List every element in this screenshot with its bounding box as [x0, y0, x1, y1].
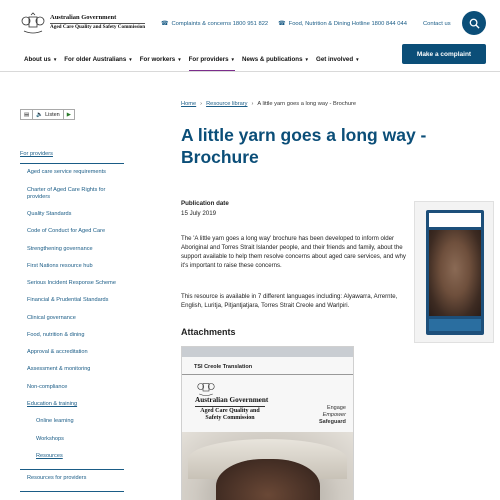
translation-label: TSI Creole Translation	[194, 364, 253, 370]
page-title: A little yarn goes a long way - Brochure	[181, 125, 427, 168]
chevron-down-icon: ▼	[304, 57, 309, 62]
sidebar-item[interactable]: Aged care service requirements	[27, 169, 106, 176]
sidebar-divider	[20, 491, 124, 492]
nav-label: About us	[24, 56, 51, 63]
chevron-down-icon: ▼	[52, 57, 58, 62]
header-divider	[0, 71, 500, 72]
utility-links	[161, 20, 451, 27]
nav-label: For providers	[188, 56, 229, 63]
chevron-right-icon: ›	[251, 101, 254, 107]
sidebar-subitem-current[interactable]: Resources	[36, 452, 63, 459]
food-hotline-link[interactable]	[278, 20, 407, 27]
breadcrumb	[181, 101, 356, 107]
sidebar-subitem[interactable]: Workshops	[36, 435, 64, 442]
tagline-safeguard: Safeguard	[319, 418, 346, 425]
nav-label: For workers	[139, 56, 176, 63]
sidebar-item[interactable]: Assessment & monitoring	[27, 366, 91, 373]
sidebar-nav	[20, 146, 124, 492]
contact-link-label: Contact us	[422, 20, 451, 27]
nav-label: News & publications	[242, 56, 303, 63]
cover-caption-band	[429, 319, 481, 331]
preview-divider	[182, 374, 353, 375]
nav-for-providers[interactable]	[189, 56, 235, 63]
food-hotline-label: Food, Nutrition & Dining Hotline 1800 844 044	[288, 20, 407, 27]
breadcrumb-current: A little yarn goes a long way - Brochure	[257, 101, 357, 107]
preview-tagline	[319, 405, 346, 426]
sidebar-item[interactable]: Serious Incident Response Scheme	[27, 280, 116, 287]
listen-menu-button[interactable]	[21, 110, 33, 119]
nav-about-us[interactable]	[24, 56, 57, 63]
cover-header-strip	[429, 213, 481, 227]
sidebar-item-education-training[interactable]: Education & training	[27, 400, 78, 407]
coat-of-arms-icon	[195, 379, 217, 397]
sidebar-item[interactable]: Code of Conduct for Aged Care	[27, 228, 106, 235]
sidebar-item[interactable]: Quality Standards	[27, 211, 72, 218]
sidebar-item[interactable]: Approval & accreditation	[27, 349, 88, 356]
cover-photo	[429, 230, 481, 316]
languages-paragraph: This resource is available in 7 different languages including: Alyawarra, Arrernte, English, Luritja, Pitjantjatjara, Torres Strait Creole and Warlpiri.	[181, 293, 398, 310]
commission-logo[interactable]	[20, 12, 145, 36]
sidebar-subitem[interactable]: Online learning	[36, 418, 74, 425]
listen-widget	[20, 109, 75, 120]
nav-for-older-australians[interactable]	[64, 56, 132, 63]
listen-label: Listen	[45, 111, 60, 118]
make-complaint-button[interactable]: Make a complaint	[402, 44, 486, 64]
coat-of-arms-icon	[20, 12, 46, 36]
search-icon	[469, 18, 480, 29]
chevron-right-icon: ›	[200, 101, 203, 107]
sidebar-item[interactable]: Clinical governance	[27, 314, 76, 321]
breadcrumb-home[interactable]: Home	[181, 101, 197, 107]
speaker-icon: 🔈	[36, 111, 44, 118]
preview-top-bar	[182, 347, 353, 357]
sidebar-item[interactable]: Food, nutrition & dining	[27, 331, 85, 338]
listen-button[interactable]	[33, 110, 64, 119]
complaints-link[interactable]	[161, 20, 268, 27]
attachments-heading: Attachments	[181, 327, 236, 337]
publication-date: 15 July 2019	[181, 210, 217, 217]
chevron-down-icon: ▼	[128, 57, 133, 62]
contact-link[interactable]	[417, 20, 451, 27]
main-nav	[24, 56, 360, 63]
description-paragraph: The 'A little yarn goes a long way' brochure has been developed to inform older Aboriginal and Torres Strait Islander people, and their friends and family, about the support available to help them resolve concerns about aged care services, and why it's important to raise these concerns.	[181, 235, 406, 270]
publication-date-label: Publication date	[181, 200, 229, 207]
nav-label: Get involved	[316, 56, 354, 63]
complaints-link-label: Complaints & concerns 1800 951 822	[171, 20, 269, 27]
preview-logo-rule	[195, 406, 265, 407]
sidebar-item[interactable]: Resources for providers	[27, 475, 87, 482]
sidebar-item[interactable]: Strengthening governance	[27, 245, 93, 252]
sidebar-item[interactable]: First Nations resource hub	[27, 262, 93, 269]
chevron-down-icon: ▼	[177, 57, 182, 62]
sidebar-item[interactable]: Charter of Aged Care Rights for providers	[27, 186, 106, 200]
tagline-engage: Engage	[326, 405, 346, 411]
nav-get-involved[interactable]	[316, 56, 360, 63]
commission-name: Aged Care Quality and Safety Commission	[50, 24, 146, 31]
chevron-down-icon: ▼	[355, 57, 360, 62]
listen-play-button[interactable]	[64, 110, 74, 119]
breadcrumb-resource-library[interactable]: Resource library	[206, 101, 248, 107]
brochure-cover-image	[426, 210, 484, 335]
menu-icon: ▤	[24, 111, 30, 118]
chevron-down-icon: ▼	[230, 57, 236, 62]
search-button[interactable]	[462, 11, 486, 35]
preview-photo-face	[216, 459, 320, 500]
phone-icon: ☎	[278, 21, 286, 27]
gov-name: Australian Government	[50, 14, 117, 21]
nav-for-workers[interactable]	[140, 56, 182, 63]
nav-label: For older Australians	[64, 56, 127, 63]
attachment-preview[interactable]	[181, 346, 354, 500]
preview-gov-name: Australian Government	[195, 396, 269, 404]
play-icon: ▶	[66, 111, 71, 118]
preview-commission-name: Aged Care Quality and Safety Commission	[200, 408, 260, 422]
phone-icon: ☎	[161, 21, 169, 27]
nav-news-publications[interactable]	[242, 56, 309, 63]
sidebar-item[interactable]: Non-compliance	[27, 383, 68, 390]
tagline-empower: Empower	[322, 411, 346, 418]
sidebar-item[interactable]: Financial & Prudential Standards	[27, 297, 109, 304]
brochure-thumbnail-card[interactable]	[414, 201, 494, 343]
sidebar-section-for-providers[interactable]: For providers	[20, 151, 53, 157]
